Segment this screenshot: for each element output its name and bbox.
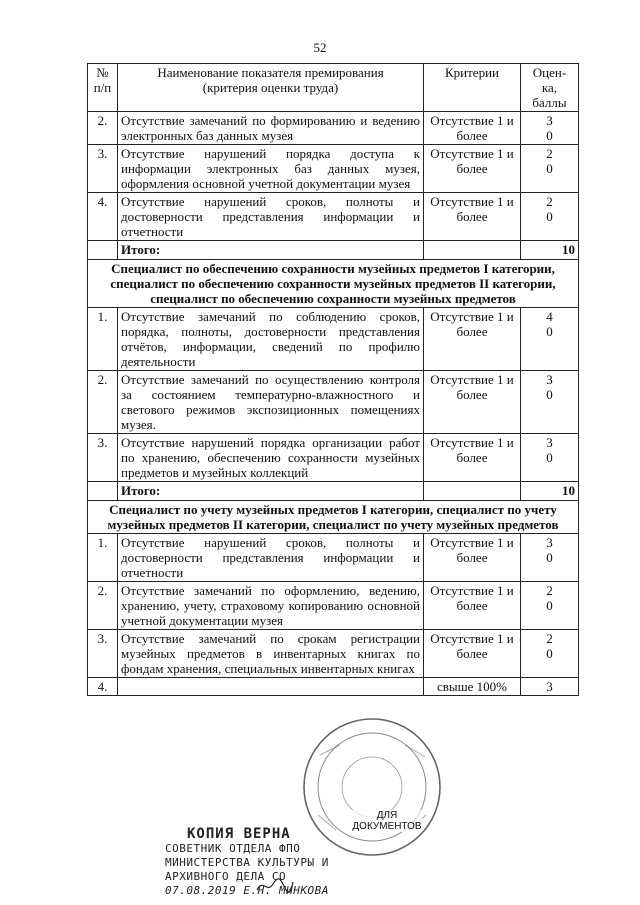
row-indicator: Отсутствие замечаний по соблюдению сроков, порядка, полноты, достоверности представления отчётов, информации, сведений по профилю деятельности — [118, 308, 424, 371]
row-indicator: Отсутствие замечаний по оформлению, ведению, хранению, учету, страховому копированию основной учетной документации музея — [118, 582, 424, 630]
row-num: 2. — [88, 112, 118, 145]
row-num: 3. — [88, 434, 118, 482]
section-title: Специалист по учету музейных предметов I категории, специалист по учету музейных предметов II категории, специалист по учету музейных предметов — [88, 501, 579, 534]
row-criteria: Отсутствие 1 и более — [424, 534, 521, 582]
copy-certified-text: КОПИЯ ВЕРНА — [187, 826, 291, 842]
header-score: Оцен- ка, баллы — [521, 64, 579, 112]
table-row — [88, 308, 579, 371]
row-criteria: Отсутствие 1 и более — [424, 112, 521, 145]
row-indicator: Отсутствие замечаний по осуществлению контроля за состоянием температурно-влажностного и светового режимов экспозиционных помещениях музея. — [118, 371, 424, 434]
row-criteria: Отсутствие 1 и более — [424, 434, 521, 482]
header-criteria: Критерии — [424, 64, 521, 112]
table-row — [88, 371, 579, 434]
certifier-ministry: МИНИСТЕРСТВА КУЛЬТУРЫ И — [165, 856, 329, 869]
total-label: Итого: — [118, 482, 424, 501]
page-number: 52 — [313, 40, 327, 55]
handwritten-signature — [255, 876, 295, 896]
row-score: 3 0 — [521, 112, 579, 145]
row-criteria: Отсутствие 1 и более — [424, 582, 521, 630]
row-num: 1. — [88, 534, 118, 582]
row-indicator: Отсутствие нарушений порядка организации работ по хранению, обеспечению сохранности музейных предметов и музейных коллекций — [118, 434, 424, 482]
row-score: 3 0 — [521, 534, 579, 582]
row-score: 4 0 — [521, 308, 579, 371]
row-score: 2 0 — [521, 193, 579, 241]
total-value: 10 — [521, 482, 579, 501]
total-label: Итого: — [118, 241, 424, 260]
row-num: 2. — [88, 582, 118, 630]
table-row — [88, 434, 579, 482]
row-score: 3 0 — [521, 434, 579, 482]
table-row — [88, 582, 579, 630]
row-score: 2 0 — [521, 145, 579, 193]
row-indicator — [118, 678, 424, 696]
row-criteria: свыше 100% — [424, 678, 521, 696]
table-row — [88, 193, 579, 241]
row-criteria: Отсутствие 1 и более — [424, 193, 521, 241]
row-criteria: Отсутствие 1 и более — [424, 371, 521, 434]
row-indicator: Отсутствие нарушений сроков, полноты и достоверности представления информации и отчетности — [118, 193, 424, 241]
table-header-row — [88, 64, 579, 112]
total-row — [88, 482, 579, 501]
stamp-label: ДЛЯ ДОКУМЕНТОВ — [352, 810, 422, 832]
row-num: 2. — [88, 371, 118, 434]
header-num: № п/п — [88, 64, 118, 112]
row-criteria: Отсутствие 1 и более — [424, 145, 521, 193]
row-indicator: Отсутствие замечаний по формированию и ведению электронных баз данных музея — [118, 112, 424, 145]
row-score: 3 — [521, 678, 579, 696]
row-criteria: Отсутствие 1 и более — [424, 308, 521, 371]
row-num: 4. — [88, 678, 118, 696]
row-indicator: Отсутствие нарушений сроков, полноты и достоверности представления информации и отчетности — [118, 534, 424, 582]
table-row — [88, 630, 579, 678]
table-row — [88, 112, 579, 145]
row-score: 2 0 — [521, 630, 579, 678]
certifier-position: СОВЕТНИК ОТДЕЛА ФПО — [165, 842, 301, 855]
certification-block — [165, 826, 455, 901]
total-value: 10 — [521, 241, 579, 260]
table-row — [88, 678, 579, 696]
row-indicator: Отсутствие нарушений порядка доступа к информации электронных баз данных музея, оформления основной учетной документации музея — [118, 145, 424, 193]
row-num: 3. — [88, 145, 118, 193]
table-row — [88, 534, 579, 582]
row-score: 3 0 — [521, 371, 579, 434]
row-num: 1. — [88, 308, 118, 371]
header-name: Наименование показателя премирования (критерия оценки труда) — [118, 64, 424, 112]
row-num: 3. — [88, 630, 118, 678]
section-heading-row — [88, 260, 579, 308]
evaluation-table — [87, 63, 579, 696]
certification-date-name: 07.08.2019 Е.Н. МИНКОВА — [165, 884, 329, 897]
row-indicator: Отсутствие замечаний по срокам регистрации музейных предметов в инвентарных книгах по фондам хранения, специальных инвентарных книгах — [118, 630, 424, 678]
row-score: 2 0 — [521, 582, 579, 630]
row-num: 4. — [88, 193, 118, 241]
section-heading-row — [88, 501, 579, 534]
row-criteria: Отсутствие 1 и более — [424, 630, 521, 678]
table-row — [88, 145, 579, 193]
total-row — [88, 241, 579, 260]
section-title: Специалист по обеспечению сохранности музейных предметов I категории, специалист по обеспечению сохранности музейных предметов II категории, специалист по обеспечению сохранности музейных предметов — [88, 260, 579, 308]
certifier-department: АРХИВНОГО ДЕЛА СО — [165, 870, 287, 883]
